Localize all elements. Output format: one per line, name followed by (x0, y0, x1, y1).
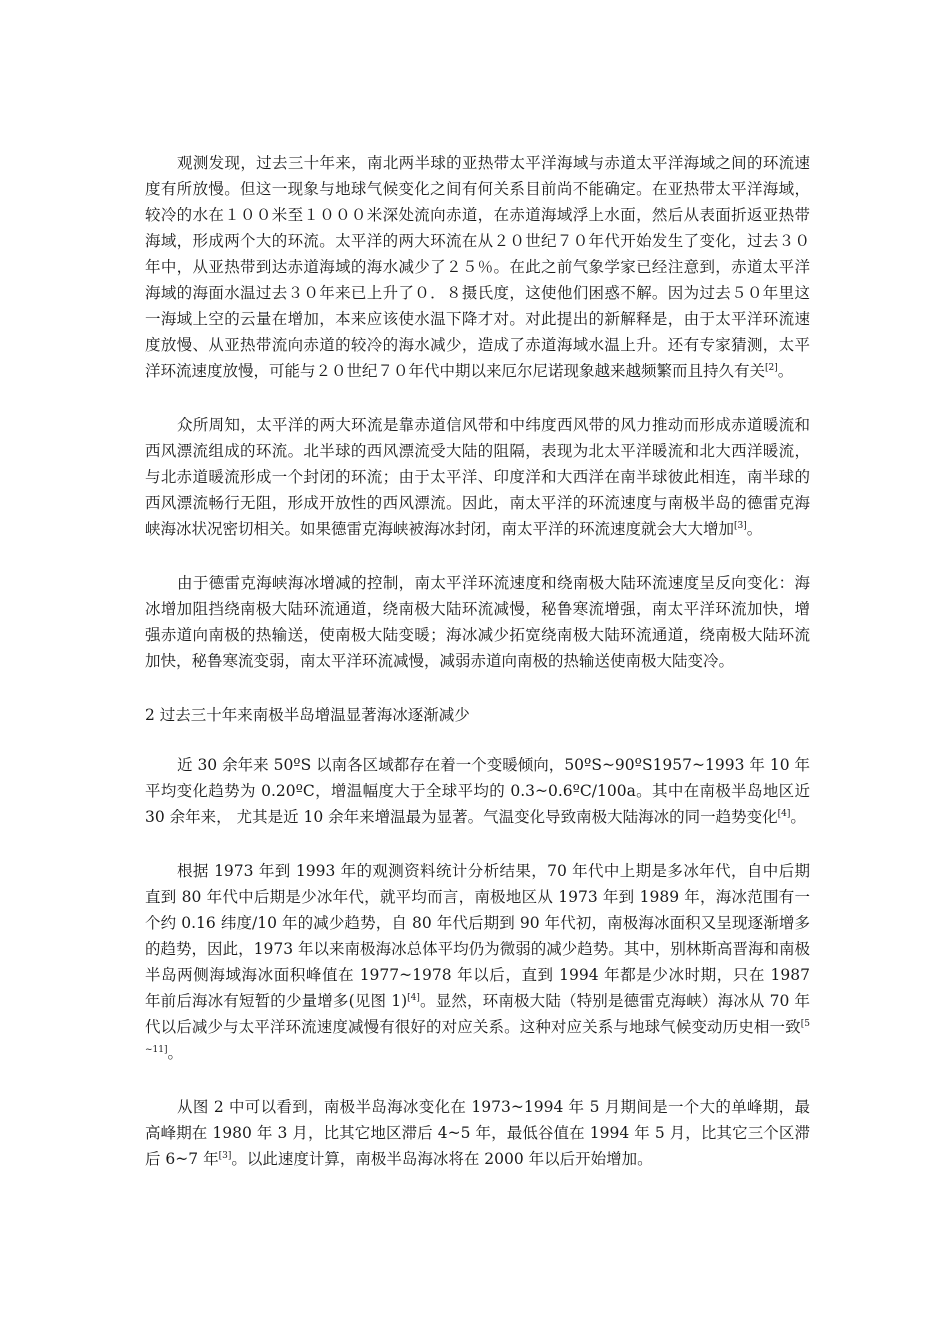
document-page (145, 150, 810, 1200)
citation-ref: [3] (734, 521, 747, 531)
paragraph-figure-2-analysis (145, 1094, 810, 1172)
paragraph-text: 由于德雷克海峡海冰增减的控制，南太平洋环流速度和绕南极大陆环流速度呈反向变化：海冰增加阻挡绕南极大陆环流通道，绕南极大陆环流减慢，秘鲁寒流增强，南太平洋环流加快，增强赤道向南极的热输送，使南极大陆变暖；海冰减少拓宽绕南极大陆环流通道，绕南极大陆环流加快，秘鲁寒流变弱，南太平洋环流减慢，减弱赤道向南极的热输送使南极大陆变冷。 (145, 574, 810, 670)
paragraph-text: 众所周知，太平洋的两大环流是靠赤道信风带和中纬度西风带的风力推动而形成赤道暖流和西风漂流组成的环流。北半球的西风漂流受大陆的阻隔，表现为北太平洋暖流和北大西洋暖流，与北赤道暖流形成一个封闭的环流；由于太平洋、印度洋和大西洋在南半球彼此相连，南半球的西风漂流畅行无阻，形成开放性的西风漂流。因此，南太平洋的环流速度与南极半岛的德雷克海峡海冰状况密切相关。如果德雷克海峡被海冰封闭，南太平洋的环流速度就会大大增加 (145, 416, 810, 538)
paragraph-drake-passage-control (145, 570, 810, 674)
paragraph-text: 观测发现，过去三十年来，南北两半球的亚热带太平洋海域与赤道太平洋海域之间的环流速度有所放慢。但这一现象与地球气候变化之间有何关系目前尚不能确定。在亚热带太平洋海域，较冷的水在１００米至１０００米深处流向赤道，在赤道海域浮上水面，然后从表面折返亚热带海域，形成两个大的环流。太平洋的两大环流在从２０世纪７０年代开始发生了变化，过去３０年中，从亚热带到达赤道海域的海水减少了２５％。在此之前气象学家已经注意到，赤道太平洋海域的海面水温过去３０年来已上升了０．８摄氏度，这使他们困惑不解。因为过去５０年里这一海域上空的云量在增加，本来应该使水温下降才对。对此提出的新解释是，由于太平洋环流速度放慢、从亚热带流向赤道的较冷的海水减少，造成了赤道海域水温上升。还有专家猜测，太平洋环流速度放慢，可能与２０世纪７０年代中期以来厄尔尼诺现象越来越频繁而且持久有关 (145, 154, 810, 380)
paragraph-two-circulations (145, 412, 810, 542)
paragraph-text: 近 30 余年来 50ºS 以南各区域都存在着一个变暖倾向，50ºS~90ºS1957~1993 年 10 年平均变化趋势为 0.20ºC，增温幅度大于全球平均的 0.3~0.6ºC/100a。其中在南极半岛地区近 30 余年来， 尤其是近 10 余年来增温最为显著。气温变化导致南极大陆海冰的同一趋势变化 (145, 756, 810, 826)
citation-ref: [2] (765, 363, 778, 373)
citation-ref: [3] (218, 1151, 232, 1161)
paragraph-tail: 。 (790, 808, 806, 826)
paragraph-pacific-circulation-observation (145, 150, 810, 384)
paragraph-text: 从图 2 中可以看到，南极半岛海冰变化在 1973~1994 年 5 月期间是一个大的单峰期，最高峰期在 1980 年 3 月，比其它地区滞后 4~5 年，最低谷值在 1994 年 5 月，比其它三个区滞后 6~7 年 (145, 1098, 810, 1168)
paragraph-tail: 。 (746, 520, 763, 538)
paragraph-tail-2: 。 (167, 1044, 184, 1062)
section-heading: 2 过去三十年来南极半岛增温显著海冰逐渐减少 (145, 706, 470, 724)
paragraph-text: 根据 1973 年到 1993 年的观测资料统计分析结果，70 年代中上期是多冰年代，自中后期直到 80 年代中后期是少冰年代，就平均而言，南极地区从 1973 年到 1989 年，海冰范围有一个约 0.16 纬度/10 年的减少趋势，自 80 年代后期到 90 年代初，南极海冰面积又呈现逐渐增多的趋势，因此，1973 年以来南极海冰总体平均仍为微弱的减少趋势。其中，别林斯高晋海和南极半岛两侧海域海冰面积峰值在 1977~1978 年以后，直到 1994 年都是少冰时期，只在 1987 年前后海冰有短暂的少量增多(见图 1) (145, 862, 810, 1010)
paragraph-tail: 。以此速度计算，南极半岛海冰将在 2000 年以后开始增加。 (231, 1150, 653, 1168)
paragraph-tail: 。显然，环南极大陆（特别是德雷克海峡）海冰从 70 年代以后减少与太平洋环流速度减慢有很好的对应关系。这种对应关系与地球气候变动历史相一致 (145, 992, 810, 1036)
paragraph-sea-ice-statistics (145, 858, 810, 1066)
citation-ref: [4] (407, 993, 420, 1003)
paragraph-warming-trend (145, 752, 810, 830)
citation-ref: [4] (777, 809, 791, 819)
paragraph-tail: 。 (777, 362, 794, 380)
citation-ref-2: [5~11] (145, 1019, 810, 1055)
